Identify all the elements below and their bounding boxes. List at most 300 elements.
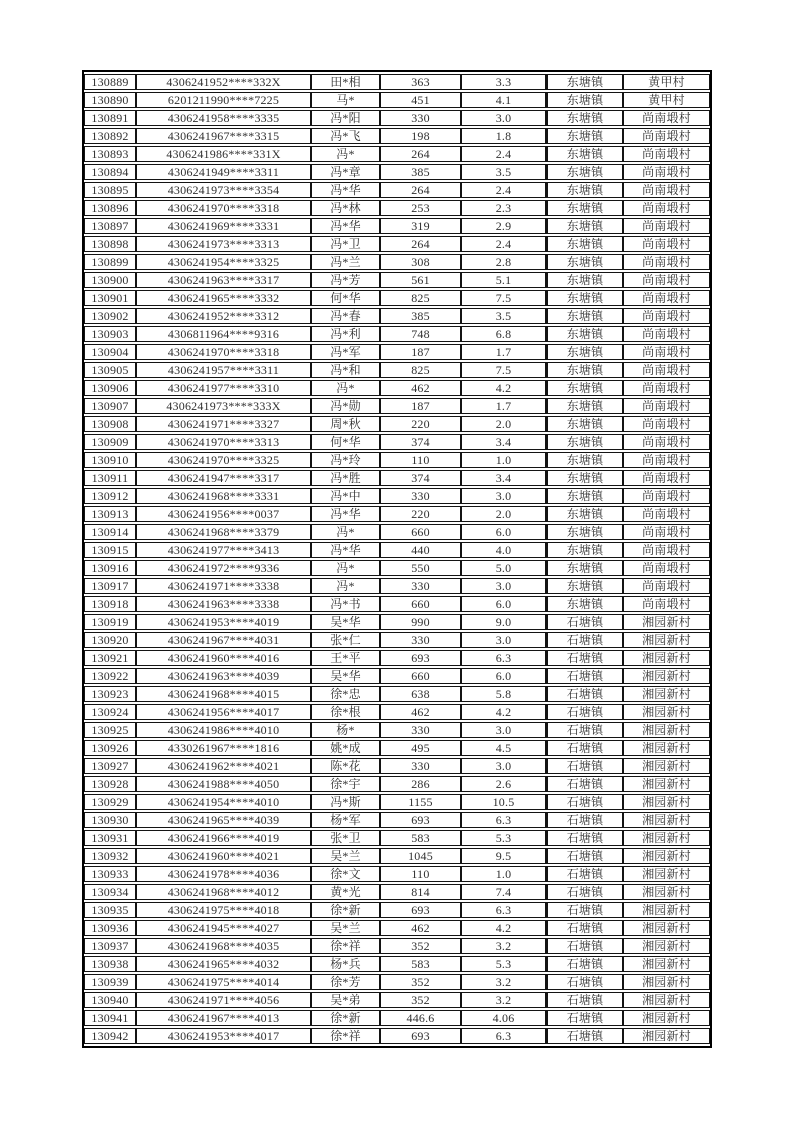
serial-cell: 130902 — [84, 308, 136, 324]
serial-cell: 130939 — [84, 974, 136, 990]
name-cell: 冯*和 — [311, 362, 380, 378]
rate-cell: 5.8 — [461, 686, 546, 702]
table-row — [84, 740, 710, 756]
id-number-cell: 4306241956****0037 — [136, 506, 311, 522]
name-cell: 冯*芳 — [311, 272, 380, 288]
name-cell: 张*卫 — [311, 830, 380, 846]
id-number-cell: 6201211990****7225 — [136, 92, 311, 108]
amount-cell: 451 — [380, 92, 461, 108]
serial-cell: 130929 — [84, 794, 136, 810]
id-number-cell: 4306241968****3379 — [136, 524, 311, 540]
table-row — [84, 218, 710, 234]
town-cell: 东塘镇 — [546, 524, 623, 540]
serial-cell: 130914 — [84, 524, 136, 540]
name-cell: 冯*华 — [311, 542, 380, 558]
serial-cell: 130891 — [84, 110, 136, 126]
serial-cell: 130908 — [84, 416, 136, 432]
village-cell: 湘园新村 — [623, 974, 710, 990]
id-number-cell: 4306241986****4010 — [136, 722, 311, 738]
rate-cell: 6.3 — [461, 902, 546, 918]
id-number-cell: 4306241957****3311 — [136, 362, 311, 378]
id-number-cell: 4306811964****9316 — [136, 326, 311, 342]
village-cell: 尚南塅村 — [623, 146, 710, 162]
amount-cell: 825 — [380, 362, 461, 378]
rate-cell: 10.5 — [461, 794, 546, 810]
table-row — [84, 308, 710, 324]
town-cell: 东塘镇 — [546, 254, 623, 270]
serial-cell: 130900 — [84, 272, 136, 288]
id-number-cell: 4306241968****4015 — [136, 686, 311, 702]
table-row — [84, 110, 710, 126]
rate-cell: 7.4 — [461, 884, 546, 900]
id-number-cell: 4306241968****3331 — [136, 488, 311, 504]
village-cell: 尚南塅村 — [623, 344, 710, 360]
amount-cell: 110 — [380, 866, 461, 882]
village-cell: 尚南塅村 — [623, 434, 710, 450]
town-cell: 东塘镇 — [546, 164, 623, 180]
roster-table — [84, 72, 710, 1046]
town-cell: 东塘镇 — [546, 128, 623, 144]
name-cell: 吴*华 — [311, 614, 380, 630]
amount-cell: 319 — [380, 218, 461, 234]
town-cell: 东塘镇 — [546, 560, 623, 576]
serial-cell: 130930 — [84, 812, 136, 828]
serial-cell: 130890 — [84, 92, 136, 108]
amount-cell: 550 — [380, 560, 461, 576]
serial-cell: 130897 — [84, 218, 136, 234]
serial-cell: 130905 — [84, 362, 136, 378]
id-number-cell: 4306241965****4039 — [136, 812, 311, 828]
town-cell: 东塘镇 — [546, 488, 623, 504]
table-row — [84, 92, 710, 108]
id-number-cell: 4306241971****4056 — [136, 992, 311, 1008]
rate-cell: 5.3 — [461, 830, 546, 846]
table-row — [84, 920, 710, 936]
serial-cell: 130932 — [84, 848, 136, 864]
name-cell: 杨*军 — [311, 812, 380, 828]
town-cell: 石塘镇 — [546, 794, 623, 810]
amount-cell: 352 — [380, 992, 461, 1008]
serial-cell: 130934 — [84, 884, 136, 900]
rate-cell: 2.4 — [461, 182, 546, 198]
id-number-cell: 4306241969****3331 — [136, 218, 311, 234]
village-cell: 湘园新村 — [623, 920, 710, 936]
serial-cell: 130931 — [84, 830, 136, 846]
village-cell: 尚南塅村 — [623, 524, 710, 540]
id-number-cell: 4306241977****3310 — [136, 380, 311, 396]
village-cell: 湘园新村 — [623, 758, 710, 774]
serial-cell: 130903 — [84, 326, 136, 342]
rate-cell: 6.3 — [461, 812, 546, 828]
town-cell: 石塘镇 — [546, 884, 623, 900]
serial-cell: 130936 — [84, 920, 136, 936]
id-number-cell: 4306241971****3327 — [136, 416, 311, 432]
village-cell: 尚南塅村 — [623, 308, 710, 324]
table-row — [84, 866, 710, 882]
id-number-cell: 4306241975****4018 — [136, 902, 311, 918]
serial-cell: 130913 — [84, 506, 136, 522]
village-cell: 尚南塅村 — [623, 182, 710, 198]
rate-cell: 1.7 — [461, 344, 546, 360]
id-number-cell: 4306241973****3313 — [136, 236, 311, 252]
name-cell: 徐*新 — [311, 1010, 380, 1026]
serial-cell: 130921 — [84, 650, 136, 666]
amount-cell: 825 — [380, 290, 461, 306]
id-number-cell: 4306241986****331X — [136, 146, 311, 162]
rate-cell: 6.3 — [461, 650, 546, 666]
id-number-cell: 4306241945****4027 — [136, 920, 311, 936]
amount-cell: 1155 — [380, 794, 461, 810]
village-cell: 湘园新村 — [623, 668, 710, 684]
rate-cell: 3.2 — [461, 974, 546, 990]
id-number-cell: 4306241968****4035 — [136, 938, 311, 954]
table-row — [84, 434, 710, 450]
amount-cell: 1045 — [380, 848, 461, 864]
serial-cell: 130894 — [84, 164, 136, 180]
rate-cell: 6.8 — [461, 326, 546, 342]
id-number-cell: 4306241975****4014 — [136, 974, 311, 990]
id-number-cell: 4306241954****4010 — [136, 794, 311, 810]
name-cell: 冯*利 — [311, 326, 380, 342]
town-cell: 石塘镇 — [546, 956, 623, 972]
town-cell: 东塘镇 — [546, 506, 623, 522]
id-number-cell: 4306241966****4019 — [136, 830, 311, 846]
id-number-cell: 4306241970****3313 — [136, 434, 311, 450]
serial-cell: 130904 — [84, 344, 136, 360]
table-row — [84, 362, 710, 378]
name-cell: 吴*华 — [311, 668, 380, 684]
town-cell: 石塘镇 — [546, 974, 623, 990]
village-cell: 尚南塅村 — [623, 326, 710, 342]
rate-cell: 7.5 — [461, 362, 546, 378]
name-cell: 徐*芳 — [311, 974, 380, 990]
id-number-cell: 4306241968****4012 — [136, 884, 311, 900]
rate-cell: 2.4 — [461, 146, 546, 162]
amount-cell: 495 — [380, 740, 461, 756]
id-number-cell: 4306241970****3318 — [136, 200, 311, 216]
serial-cell: 130942 — [84, 1028, 136, 1044]
town-cell: 石塘镇 — [546, 704, 623, 720]
serial-cell: 130925 — [84, 722, 136, 738]
id-number-cell: 4306241952****3312 — [136, 308, 311, 324]
table-row — [84, 632, 710, 648]
village-cell: 尚南塅村 — [623, 254, 710, 270]
serial-cell: 130899 — [84, 254, 136, 270]
serial-cell: 130940 — [84, 992, 136, 1008]
rate-cell: 2.4 — [461, 236, 546, 252]
town-cell: 石塘镇 — [546, 866, 623, 882]
amount-cell: 385 — [380, 308, 461, 324]
id-number-cell: 4306241965****4032 — [136, 956, 311, 972]
name-cell: 张*仁 — [311, 632, 380, 648]
village-cell: 尚南塅村 — [623, 272, 710, 288]
rate-cell: 2.0 — [461, 416, 546, 432]
table-row — [84, 722, 710, 738]
town-cell: 石塘镇 — [546, 686, 623, 702]
serial-cell: 130898 — [84, 236, 136, 252]
table-row — [84, 74, 710, 90]
table-row — [84, 776, 710, 792]
rate-cell: 5.3 — [461, 956, 546, 972]
id-number-cell: 4306241967****4013 — [136, 1010, 311, 1026]
rate-cell: 3.5 — [461, 164, 546, 180]
rate-cell: 3.3 — [461, 74, 546, 90]
amount-cell: 814 — [380, 884, 461, 900]
id-number-cell: 4306241954****3325 — [136, 254, 311, 270]
town-cell: 东塘镇 — [546, 542, 623, 558]
town-cell: 东塘镇 — [546, 380, 623, 396]
name-cell: 冯*玲 — [311, 452, 380, 468]
id-number-cell: 4306241963****3317 — [136, 272, 311, 288]
name-cell: 王*平 — [311, 650, 380, 666]
table-row — [84, 128, 710, 144]
rate-cell: 3.2 — [461, 992, 546, 1008]
name-cell: 吴*兰 — [311, 920, 380, 936]
village-cell: 尚南塅村 — [623, 560, 710, 576]
rate-cell: 4.5 — [461, 740, 546, 756]
name-cell: 陈*花 — [311, 758, 380, 774]
id-number-cell: 4306241967****3315 — [136, 128, 311, 144]
rate-cell: 5.1 — [461, 272, 546, 288]
table-row — [84, 326, 710, 342]
town-cell: 石塘镇 — [546, 848, 623, 864]
id-number-cell: 4306241962****4021 — [136, 758, 311, 774]
town-cell: 石塘镇 — [546, 650, 623, 666]
town-cell: 东塘镇 — [546, 290, 623, 306]
town-cell: 东塘镇 — [546, 398, 623, 414]
village-cell: 湘园新村 — [623, 956, 710, 972]
amount-cell: 187 — [380, 398, 461, 414]
table-row — [84, 524, 710, 540]
rate-cell: 4.2 — [461, 704, 546, 720]
table-row — [84, 290, 710, 306]
rate-cell: 5.0 — [461, 560, 546, 576]
village-cell: 尚南塅村 — [623, 236, 710, 252]
serial-cell: 130901 — [84, 290, 136, 306]
table-row — [84, 812, 710, 828]
name-cell: 冯*兰 — [311, 254, 380, 270]
name-cell: 徐*宇 — [311, 776, 380, 792]
town-cell: 东塘镇 — [546, 326, 623, 342]
name-cell: 徐*忠 — [311, 686, 380, 702]
table-row — [84, 902, 710, 918]
table-row — [84, 398, 710, 414]
name-cell: 吴*兰 — [311, 848, 380, 864]
village-cell: 湘园新村 — [623, 1028, 710, 1044]
village-cell: 尚南塅村 — [623, 470, 710, 486]
table-row — [84, 1028, 710, 1044]
id-number-cell: 4306241953****4019 — [136, 614, 311, 630]
table-row — [84, 272, 710, 288]
town-cell: 石塘镇 — [546, 992, 623, 1008]
name-cell: 冯*华 — [311, 506, 380, 522]
rate-cell: 2.8 — [461, 254, 546, 270]
amount-cell: 660 — [380, 596, 461, 612]
name-cell: 杨*兵 — [311, 956, 380, 972]
town-cell: 石塘镇 — [546, 902, 623, 918]
serial-cell: 130926 — [84, 740, 136, 756]
name-cell: 冯*飞 — [311, 128, 380, 144]
town-cell: 石塘镇 — [546, 722, 623, 738]
name-cell: 冯*书 — [311, 596, 380, 612]
table-row — [84, 956, 710, 972]
village-cell: 湘园新村 — [623, 740, 710, 756]
serial-cell: 130923 — [84, 686, 136, 702]
village-cell: 湘园新村 — [623, 704, 710, 720]
town-cell: 东塘镇 — [546, 434, 623, 450]
village-cell: 湘园新村 — [623, 722, 710, 738]
amount-cell: 330 — [380, 110, 461, 126]
table-row — [84, 560, 710, 576]
name-cell: 黄*光 — [311, 884, 380, 900]
amount-cell: 374 — [380, 434, 461, 450]
amount-cell: 253 — [380, 200, 461, 216]
town-cell: 石塘镇 — [546, 758, 623, 774]
rate-cell: 4.06 — [461, 1010, 546, 1026]
rate-cell: 3.0 — [461, 110, 546, 126]
village-cell: 尚南塅村 — [623, 488, 710, 504]
serial-cell: 130889 — [84, 74, 136, 90]
roster-table-body — [84, 74, 710, 1044]
serial-cell: 130911 — [84, 470, 136, 486]
serial-cell: 130919 — [84, 614, 136, 630]
id-number-cell: 4306241973****333X — [136, 398, 311, 414]
amount-cell: 462 — [380, 920, 461, 936]
village-cell: 湘园新村 — [623, 1010, 710, 1026]
serial-cell: 130907 — [84, 398, 136, 414]
name-cell: 冯* — [311, 560, 380, 576]
serial-cell: 130916 — [84, 560, 136, 576]
rate-cell: 9.5 — [461, 848, 546, 864]
town-cell: 东塘镇 — [546, 200, 623, 216]
id-number-cell: 4306241956****4017 — [136, 704, 311, 720]
table-row — [84, 254, 710, 270]
name-cell: 徐*祥 — [311, 1028, 380, 1044]
town-cell: 石塘镇 — [546, 668, 623, 684]
village-cell: 湘园新村 — [623, 686, 710, 702]
amount-cell: 693 — [380, 650, 461, 666]
town-cell: 东塘镇 — [546, 308, 623, 324]
serial-cell: 130928 — [84, 776, 136, 792]
id-number-cell: 4306241963****4039 — [136, 668, 311, 684]
amount-cell: 352 — [380, 974, 461, 990]
amount-cell: 446.6 — [380, 1010, 461, 1026]
town-cell: 东塘镇 — [546, 344, 623, 360]
id-number-cell: 4306241973****3354 — [136, 182, 311, 198]
id-number-cell: 4306241952****332X — [136, 74, 311, 90]
id-number-cell: 4306241949****3311 — [136, 164, 311, 180]
town-cell: 石塘镇 — [546, 920, 623, 936]
town-cell: 东塘镇 — [546, 596, 623, 612]
serial-cell: 130917 — [84, 578, 136, 594]
id-number-cell: 4306241953****4017 — [136, 1028, 311, 1044]
rate-cell: 1.8 — [461, 128, 546, 144]
serial-cell: 130910 — [84, 452, 136, 468]
amount-cell: 330 — [380, 488, 461, 504]
id-number-cell: 4306241972****9336 — [136, 560, 311, 576]
rate-cell: 7.5 — [461, 290, 546, 306]
village-cell: 尚南塅村 — [623, 452, 710, 468]
amount-cell: 308 — [380, 254, 461, 270]
table-row — [84, 848, 710, 864]
village-cell: 尚南塅村 — [623, 542, 710, 558]
serial-cell: 130937 — [84, 938, 136, 954]
serial-cell: 130938 — [84, 956, 136, 972]
amount-cell: 330 — [380, 632, 461, 648]
rate-cell: 1.7 — [461, 398, 546, 414]
amount-cell: 352 — [380, 938, 461, 954]
table-row — [84, 974, 710, 990]
town-cell: 石塘镇 — [546, 812, 623, 828]
rate-cell: 3.0 — [461, 722, 546, 738]
amount-cell: 363 — [380, 74, 461, 90]
town-cell: 石塘镇 — [546, 776, 623, 792]
amount-cell: 462 — [380, 704, 461, 720]
amount-cell: 693 — [380, 902, 461, 918]
id-number-cell: 4330261967****1816 — [136, 740, 311, 756]
village-cell: 尚南塅村 — [623, 110, 710, 126]
id-number-cell: 4306241970****3318 — [136, 344, 311, 360]
village-cell: 湘园新村 — [623, 866, 710, 882]
beneficiary-roster-table — [82, 70, 712, 1048]
town-cell: 石塘镇 — [546, 1010, 623, 1026]
name-cell: 冯*华 — [311, 182, 380, 198]
table-row — [84, 794, 710, 810]
amount-cell: 220 — [380, 506, 461, 522]
village-cell: 尚南塅村 — [623, 218, 710, 234]
village-cell: 湘园新村 — [623, 830, 710, 846]
town-cell: 东塘镇 — [546, 578, 623, 594]
town-cell: 东塘镇 — [546, 452, 623, 468]
rate-cell: 3.0 — [461, 578, 546, 594]
id-number-cell: 4306241977****3413 — [136, 542, 311, 558]
town-cell: 东塘镇 — [546, 92, 623, 108]
name-cell: 冯*斯 — [311, 794, 380, 810]
serial-cell: 130912 — [84, 488, 136, 504]
id-number-cell: 4306241965****3332 — [136, 290, 311, 306]
town-cell: 东塘镇 — [546, 416, 623, 432]
table-row — [84, 1010, 710, 1026]
name-cell: 徐*新 — [311, 902, 380, 918]
rate-cell: 3.0 — [461, 632, 546, 648]
name-cell: 冯*中 — [311, 488, 380, 504]
village-cell: 湘园新村 — [623, 992, 710, 1008]
amount-cell: 330 — [380, 578, 461, 594]
table-row — [84, 614, 710, 630]
amount-cell: 693 — [380, 1028, 461, 1044]
id-number-cell: 4306241988****4050 — [136, 776, 311, 792]
name-cell: 杨* — [311, 722, 380, 738]
serial-cell: 130927 — [84, 758, 136, 774]
table-row — [84, 686, 710, 702]
town-cell: 石塘镇 — [546, 632, 623, 648]
name-cell: 何*华 — [311, 434, 380, 450]
table-row — [84, 164, 710, 180]
name-cell: 冯*章 — [311, 164, 380, 180]
village-cell: 尚南塅村 — [623, 290, 710, 306]
rate-cell: 9.0 — [461, 614, 546, 630]
rate-cell: 2.3 — [461, 200, 546, 216]
serial-cell: 130896 — [84, 200, 136, 216]
town-cell: 东塘镇 — [546, 182, 623, 198]
rate-cell: 2.9 — [461, 218, 546, 234]
serial-cell: 130922 — [84, 668, 136, 684]
serial-cell: 130892 — [84, 128, 136, 144]
serial-cell: 130909 — [84, 434, 136, 450]
id-number-cell: 4306241947****3317 — [136, 470, 311, 486]
town-cell: 石塘镇 — [546, 614, 623, 630]
village-cell: 湘园新村 — [623, 650, 710, 666]
